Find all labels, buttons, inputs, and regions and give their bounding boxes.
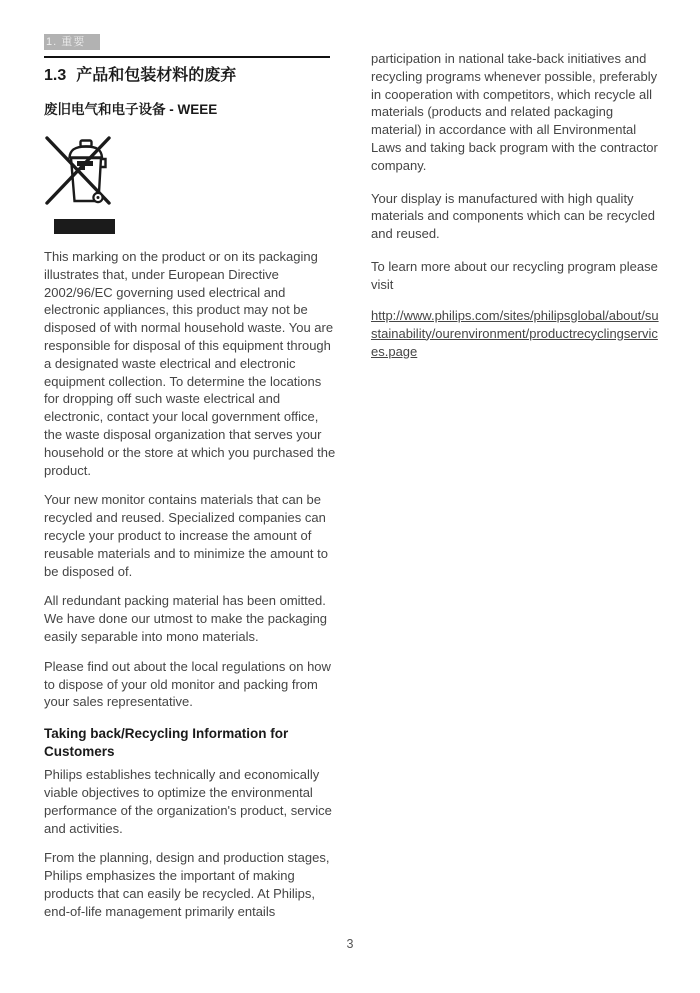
weee-icon [44, 131, 336, 235]
recycling-program-link[interactable]: http://www.philips.com/sites/philipsglobal/about/sustainability/ourenvironment/productrecyclingservices.page [371, 307, 659, 359]
recycling-info-subheading: Taking back/Recycling Information for Customers [44, 726, 289, 759]
page-number: 3 [346, 937, 354, 951]
paragraph: From the planning, design and production stages, Philips emphasizes the important of making products that can easily be recycled. At Philips, end-of-life management primarily entails [44, 850, 330, 919]
paragraph: Philips establishes technically and economically viable objectives to optimize the environmental performance of the organization's product, service and activities. [44, 767, 332, 836]
section-title [44, 66, 336, 86]
paragraph: All redundant packing material has been omitted. We have done our utmost to make the packaging easily separable into mono materials. [44, 593, 328, 644]
paragraph: To learn more about our recycling program please visit [371, 258, 658, 292]
paragraph: Please find out about the local regulations on how to dispose of your old monitor and packing from your sales representative. [44, 658, 331, 710]
paragraph: participation in national take-back initiatives and recycling programs whenever possible, preferably in cooperation with competitors, which recycle all materials (products and related packaging material) in accordance with all Environmental Laws and taking back program with the contractor company. [371, 51, 658, 173]
header-divider [44, 56, 330, 58]
section-title-text: 产品和包装材料的废弃 [76, 67, 237, 84]
subsection-title: 废旧电气和电子设备 - WEEE [44, 102, 218, 117]
right-column [371, 50, 663, 361]
left-column [44, 32, 336, 921]
paragraph: Your new monitor contains materials that can be recycled and reused. Specialized companies can recycle your product to increase the amount of reusable materials and to minimize the amount to be disposed of. [44, 492, 328, 579]
chapter-badge: 1. 重要 [44, 34, 100, 50]
paragraph: This marking on the product or on its packaging illustrates that, under European Directive 2002/96/EC governing used electrical and electronic appliances, this product may not be disposed of with normal household waste. You are responsible for disposal of this equipment through a designated waste electrical and electronic equipment collection. To determine the locations for dropping off such waste electrical and electronic, contact your local government office, the waste disposal organization that serves your household or the store at which you purchased the product. [44, 249, 336, 478]
section-number: 1.3 [44, 67, 67, 84]
paragraph: Your display is manufactured with high quality materials and components which can be recycled and reused. [371, 190, 655, 242]
